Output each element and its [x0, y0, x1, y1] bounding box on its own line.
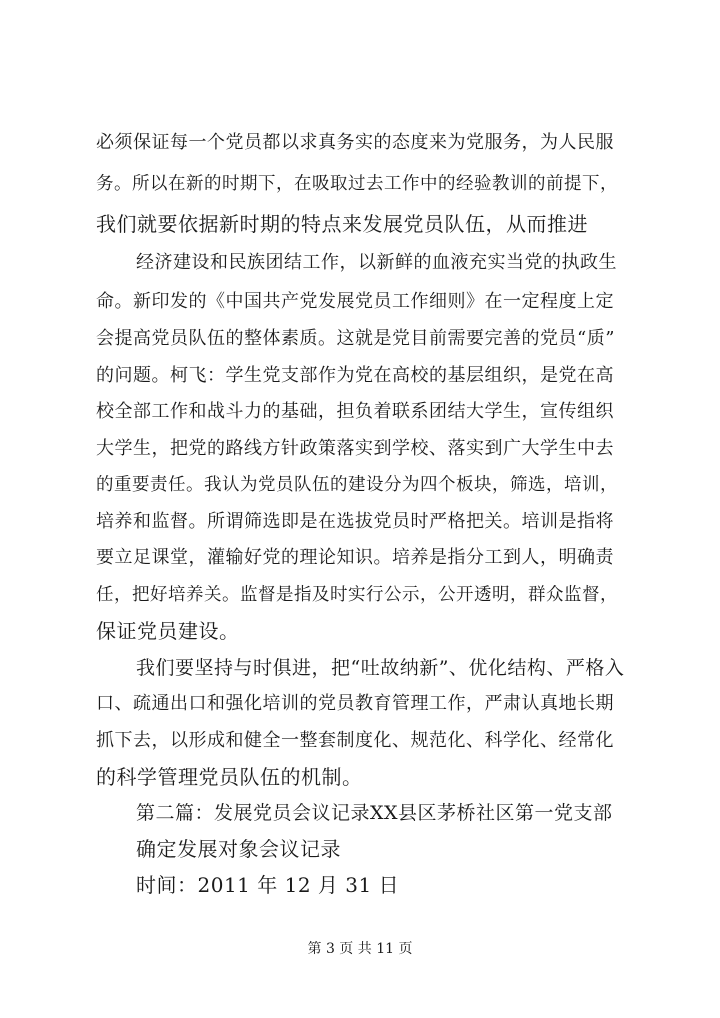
- body-text-line: 的科学管理党员队伍的机制。: [96, 765, 363, 789]
- body-text-line: 命。新印发的《中国共产党发展党员工作细则》在一定程度上定: [96, 291, 614, 312]
- body-text-line: 会提高党员队伍的整体素质。这就是党目前需要完善的党员“质”: [96, 328, 615, 349]
- body-text-line: 的重要责任。我认为党员队伍的建设分为四个板块，筛选，培训，: [96, 475, 618, 495]
- body-text-line: 我们要坚持与时俱进，把“吐故纳新”、优化结构、严格入: [136, 657, 625, 679]
- body-text-line: 的问题。柯飞：学生党支部作为党在高校的基层组织，是党在高: [96, 365, 614, 386]
- body-text-line: 保证党员建设。: [96, 619, 240, 643]
- body-text-line: 大学生，把党的路线方针政策落实到学校、落实到广大学生中去: [96, 438, 614, 459]
- page-indicator: 第 3 页 共 11 页: [307, 941, 413, 957]
- body-text-line: 抓下去，以形成和健全一整套制度化、规范化、科学化、经常化: [96, 730, 614, 751]
- body-text-line: 校全部工作和战斗力的基础，担负着联系团结大学生，宣传组织: [96, 401, 614, 422]
- meeting-time: 时间：2011 年 12 月 31 日: [136, 873, 400, 897]
- body-text-line: 要立足课堂，灌输好党的理论知识。培养是指分工到人，明确责: [96, 547, 614, 568]
- body-text-line: 务。所以在新的时期下，在吸取过去工作中的经验教训的前提下，: [96, 174, 618, 194]
- body-text-line: 任，把好培养关。监督是指及时实行公示，公开透明，群众监督，: [96, 585, 618, 605]
- section-heading: 确定发展对象会议记录: [136, 837, 341, 861]
- body-text-line: 口、疏通出口和强化培训的党员教育管理工作，严肃认真地长期: [96, 693, 614, 714]
- body-text-line: 必须保证每一个党员都以求真务实的态度来为党服务，为人民服: [96, 132, 614, 153]
- body-text-line: 培养和监督。所谓筛选即是在选拔党员时严格把关。培训是指将: [96, 511, 614, 532]
- body-text-line: 我们就要依据新时期的特点来发展党员队伍，从而推进: [96, 212, 588, 236]
- body-text-line: 经济建设和民族团结工作，以新鲜的血液充实当党的执政生: [136, 252, 617, 273]
- section-heading: 第二篇：发展党员会议记录XX县区茅桥社区第一党支部: [136, 802, 613, 824]
